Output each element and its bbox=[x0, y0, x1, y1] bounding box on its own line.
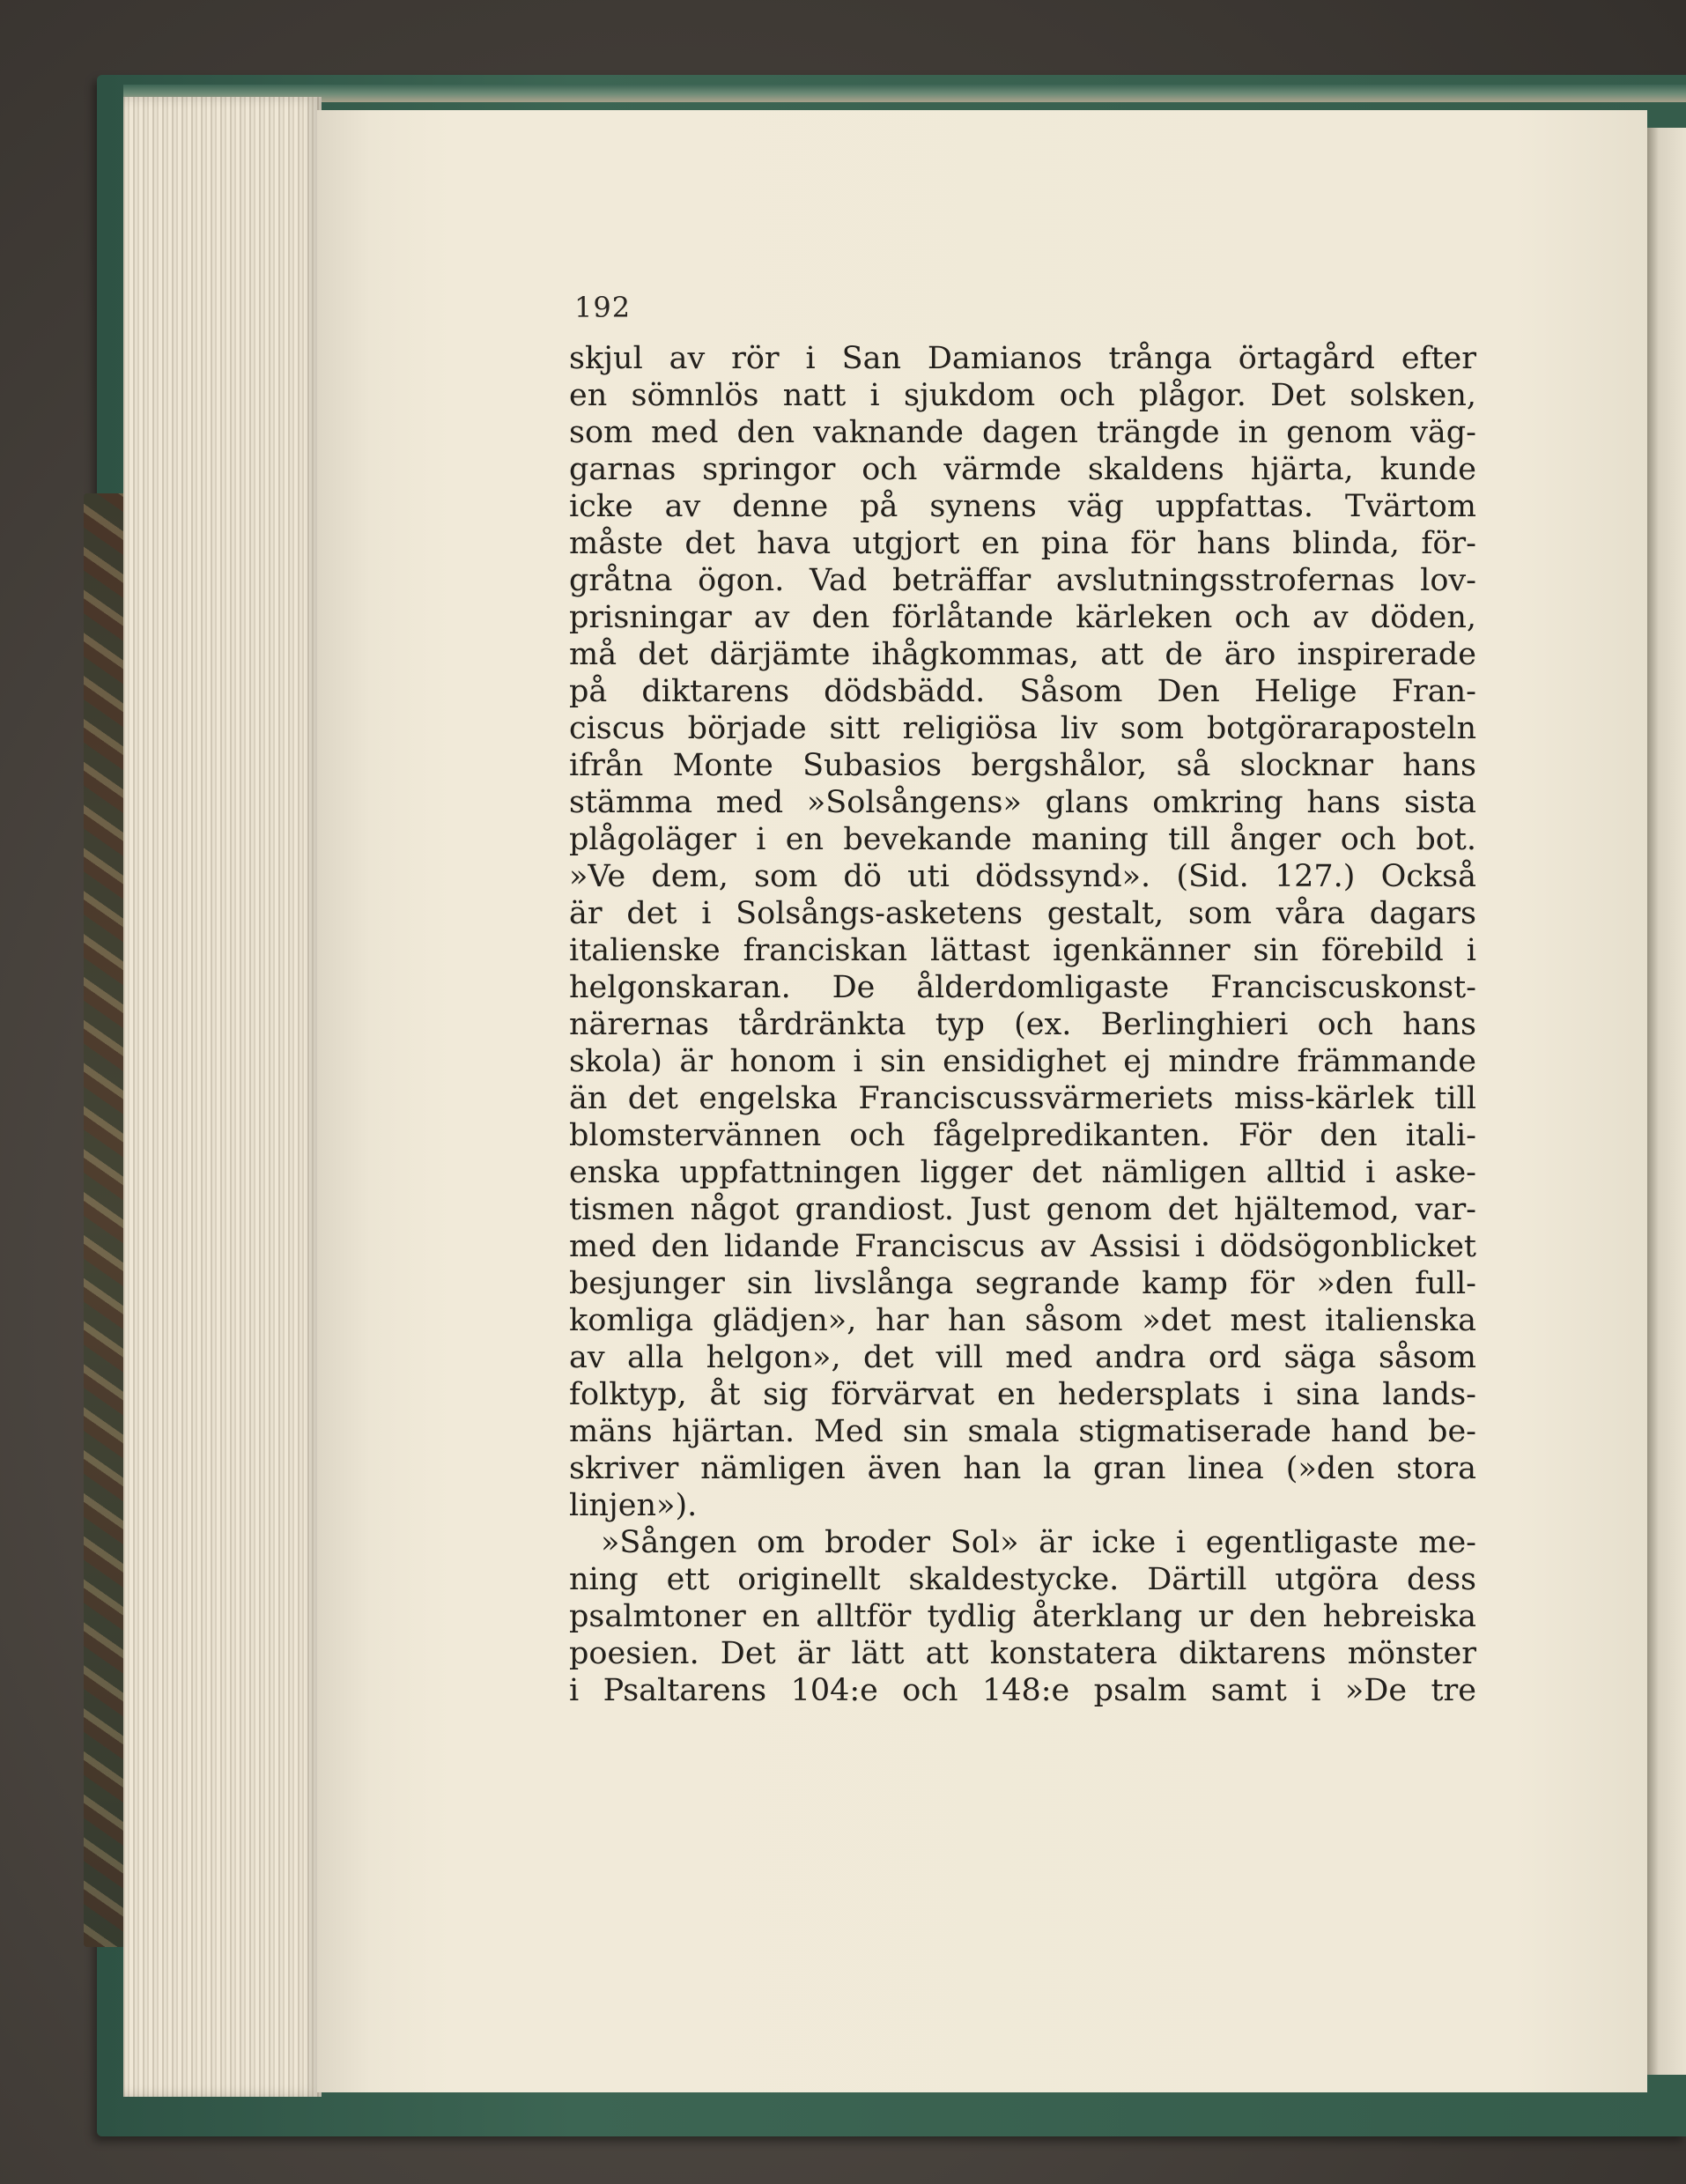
text-line: »Sången om broder Sol» är icke i egentligaste me- bbox=[601, 1525, 1476, 1560]
text-line: av alla helgon», det vill med andra ord säga såsom bbox=[569, 1340, 1476, 1375]
text-line: måste det hava utgjort en pina för hans blinda, för- bbox=[569, 526, 1476, 561]
text-line: blomstervännen och fågelpredikanten. För den itali- bbox=[569, 1118, 1476, 1153]
text-line: linjen»). bbox=[569, 1488, 698, 1523]
text-line: ifrån Monte Subasios bergshålor, så slocknar hans bbox=[569, 748, 1476, 783]
text-line: må det därjämte ihågkommas, att de äro inspirerade bbox=[569, 637, 1476, 672]
text-line: stämma med »Solsångens» glans omkring hans sista bbox=[569, 785, 1476, 820]
text-line: tismen något grandiost. Just genom det hjältemod, var- bbox=[569, 1192, 1476, 1227]
body-text bbox=[569, 340, 1476, 1709]
text-line: närernas tårdränkta typ (ex. Berlinghieri och hans bbox=[569, 1007, 1476, 1042]
text-line: komliga glädjen», har han såsom »det mest italienska bbox=[569, 1303, 1476, 1338]
page-top-edge bbox=[123, 85, 1686, 102]
text-line: italienske franciskan lättast igenkänner sin förebild i bbox=[569, 933, 1476, 968]
text-line: på diktarens dödsbädd. Såsom Den Helige Fran- bbox=[569, 674, 1476, 709]
text-line: en sömnlös natt i sjukdom och plågor. Det solsken, bbox=[569, 378, 1476, 413]
text-line: besjunger sin livslånga segrande kamp för »den full- bbox=[569, 1266, 1476, 1301]
text-line: ciscus började sitt religiösa liv som botgöraraposteln bbox=[569, 711, 1476, 746]
text-line: poesien. Det är lätt att konstatera diktarens mönster bbox=[569, 1636, 1476, 1671]
text-line: icke av denne på synens väg uppfattas. Tvärtom bbox=[569, 489, 1476, 524]
page-edge-stack bbox=[123, 97, 322, 2097]
text-line: som med den vaknande dagen trängde in genom väg- bbox=[569, 415, 1476, 450]
text-line: helgonskaran. De ålderdomligaste Franciscuskonst- bbox=[569, 970, 1476, 1005]
page-number: 192 bbox=[574, 291, 632, 324]
facing-page-edge bbox=[1647, 128, 1686, 2075]
text-line: »Ve dem, som dö uti dödssynd». (Sid. 127.) Också bbox=[569, 859, 1476, 894]
text-line: skjul av rör i San Damianos trånga örtagård efter bbox=[569, 341, 1476, 376]
text-line: plågoläger i en bevekande maning till ånger och bot. bbox=[569, 822, 1476, 857]
text-line: psalmtoner en alltför tydlig återklang ur den hebreiska bbox=[569, 1599, 1476, 1634]
text-line: med den lidande Franciscus av Assisi i dödsögonblicket bbox=[569, 1229, 1476, 1264]
text-line: är det i Solsångs-asketens gestalt, som våra dagars bbox=[569, 896, 1476, 931]
text-line: i Psaltarens 104:e och 148:e psalm samt i »De tre bbox=[569, 1673, 1476, 1708]
text-line: skola) är honom i sin ensidighet ej mindre främmande bbox=[569, 1044, 1476, 1079]
text-line: folktyp, åt sig förvärvat en hedersplats i sina lands- bbox=[569, 1377, 1476, 1412]
text-line: enska uppfattningen ligger det nämligen alltid i aske- bbox=[569, 1155, 1476, 1190]
text-line: gråtna ögon. Vad beträffar avslutningsstrofernas lov- bbox=[569, 563, 1476, 598]
text-line: än det engelska Franciscussvärmeriets miss-kärlek till bbox=[569, 1081, 1476, 1116]
text-line: ning ett originellt skaldestycke. Därtill utgöra dess bbox=[569, 1562, 1476, 1597]
text-line: mäns hjärtan. Med sin smala stigmatiserade hand be- bbox=[569, 1414, 1476, 1449]
text-line: skriver nämligen även han la gran linea (»den stora bbox=[569, 1451, 1476, 1486]
text-line: prisningar av den förlåtande kärleken och av döden, bbox=[569, 600, 1476, 635]
text-line: garnas springor och värmde skaldens hjärta, kunde bbox=[569, 452, 1476, 487]
